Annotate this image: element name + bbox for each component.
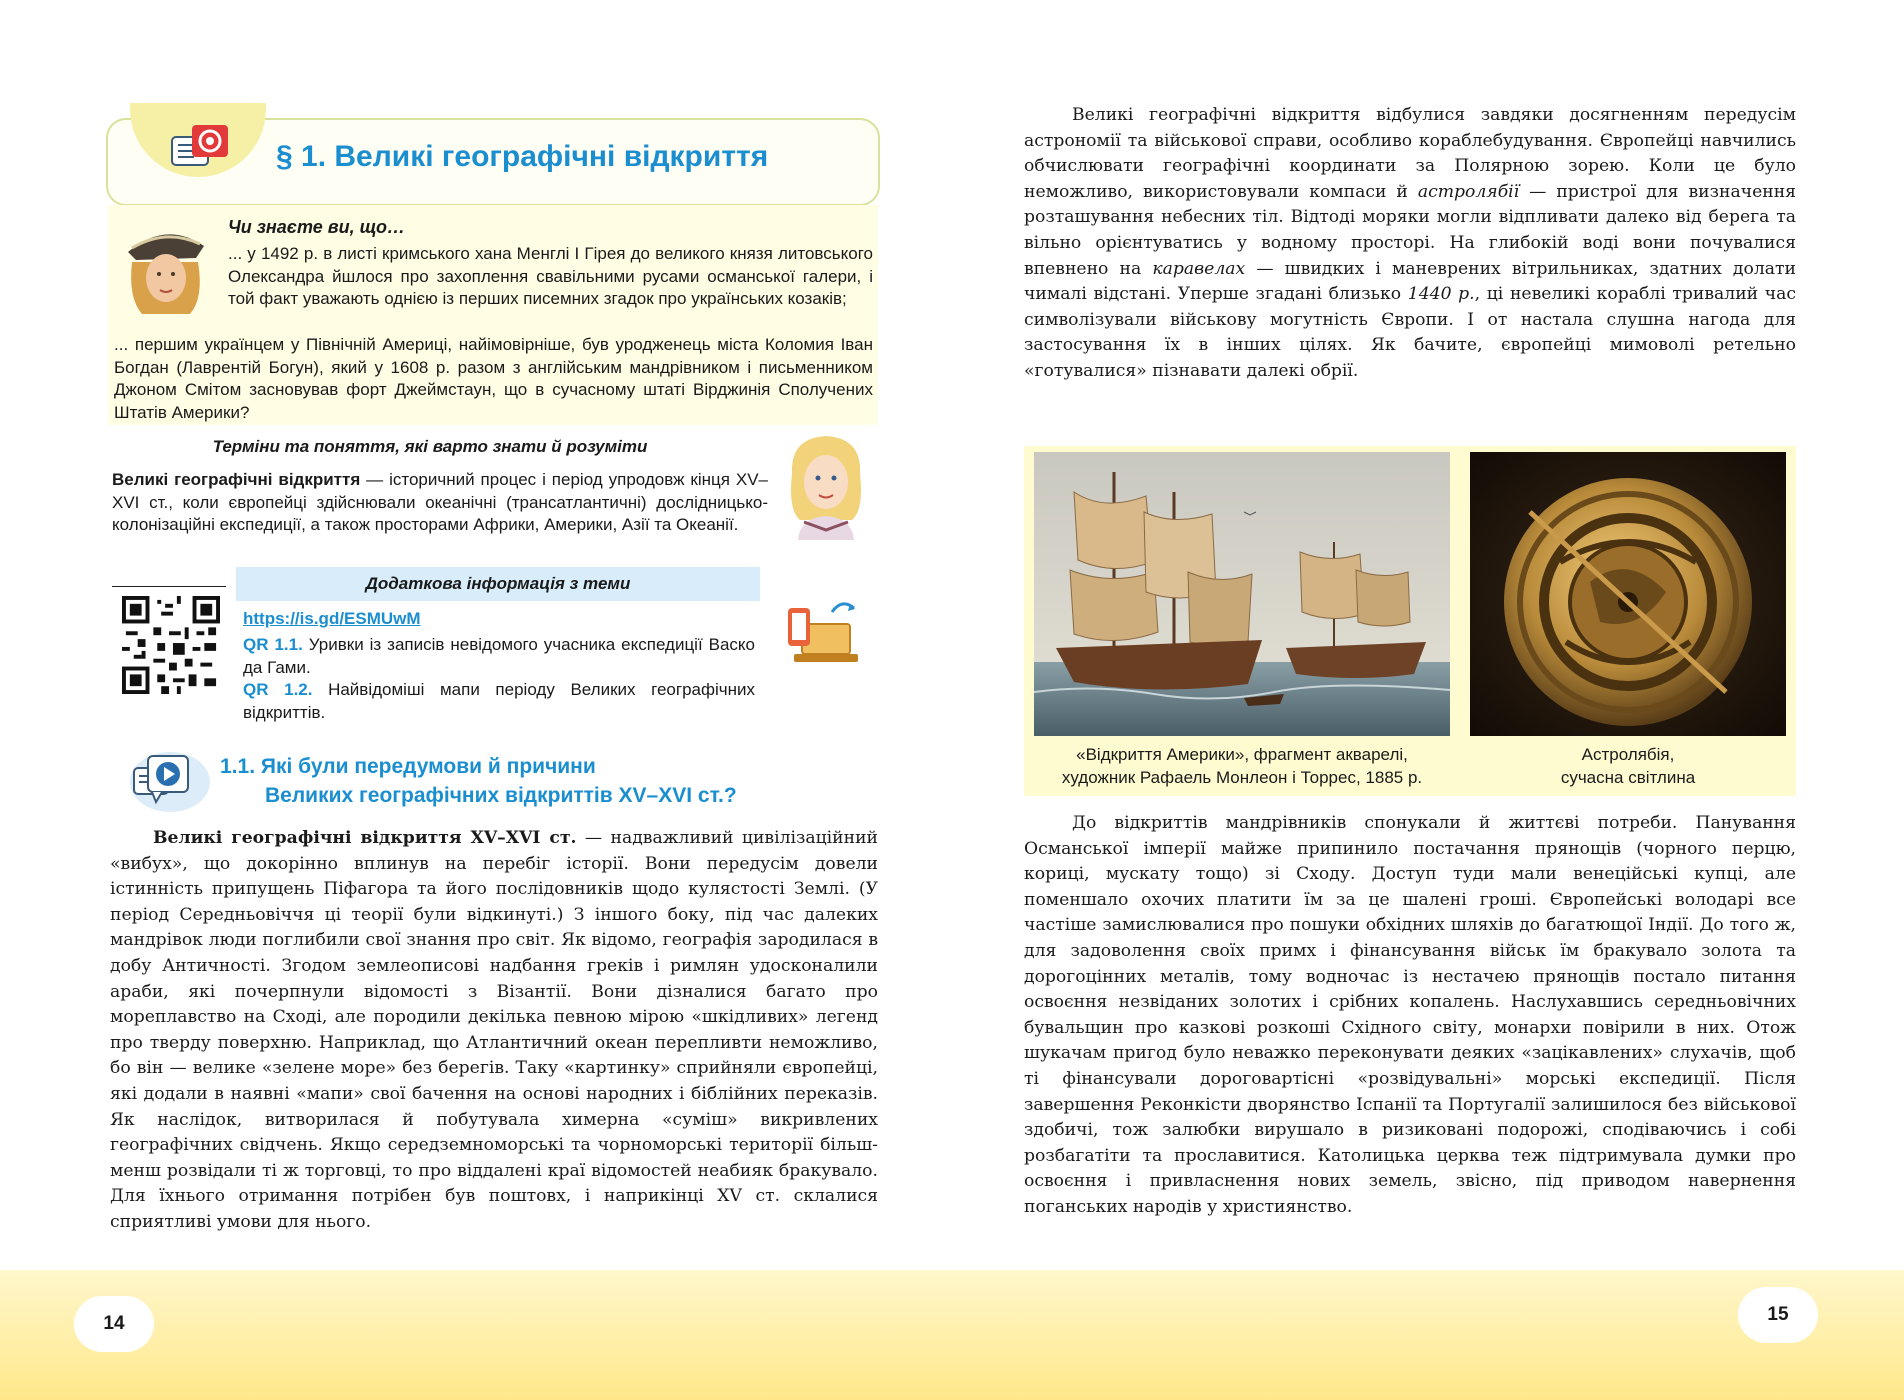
subsection-title-line-1: 1.1. Які були передумови й причини <box>220 755 596 778</box>
right-p1-term-caravel: каравелах <box>1152 258 1246 279</box>
ships-caption-line-2: художник Рафаель Монлеон і Торрес, 1885 р. <box>1061 768 1423 787</box>
qr-1-1-label: QR 1.1. <box>243 635 303 654</box>
right-body-paragraph-1 <box>1024 103 1796 385</box>
term-definition-text: — історичний процес і період упродовж кінця XV–XVI ст., коли європейці здійснювали океанічні (трансатлантичні) дослідницько-колонізаційні експедиції, а також просторами Африки, Америки, Азії та Океанії. <box>112 470 768 534</box>
right-p1-term-astrolabe: астролябії <box>1417 181 1520 202</box>
right-p1-text-a: Великі географічні відкриття відбулися завдяки досягненням передусім астрономії та військової справи, особливо кораблебудування. Європейці навчились обчислювати географічні координати за Полярною зорею. Коли це було неможливо, використовували компаси й <box>1024 105 1796 202</box>
qr-code[interactable] <box>122 596 220 694</box>
section-title: § 1. Великі географічні відкриття <box>276 140 769 173</box>
terms-title: Терміни та поняття, які варто знати й розуміти <box>212 437 648 456</box>
page-number-left: 14 <box>74 1296 154 1352</box>
additional-info-link[interactable]: https://is.gd/ESMUwM <box>243 609 421 628</box>
right-p1-year: 1440 р. <box>1407 284 1475 305</box>
devices-icon <box>784 594 866 670</box>
astrolabe-caption-line-1: Астролябія, <box>1581 745 1675 764</box>
astrolabe-caption <box>1470 743 1786 789</box>
girl-illustration <box>778 430 874 540</box>
left-body-paragraph <box>110 826 878 1236</box>
qr-1-1-text: Уривки із записів невідомого учасника експедиції Васко да Гами. <box>243 635 755 677</box>
right-p1-text-d: , ці невеликі кораблі тривалий час символізували військову могутність Європи. І от настала слушна нагода для застосування їх в інших цілях. Як бачите, європейці мимоволі ретельно «готувалися» пізнавати далекі обрії. <box>1024 284 1797 381</box>
target-chat-icon <box>170 123 232 175</box>
qr-1-2-item <box>243 679 755 724</box>
divider-line <box>112 586 226 587</box>
ships-caption-line-1: «Відкриття Америки», фрагмент акварелі, <box>1076 745 1408 764</box>
ships-painting-image <box>1034 452 1450 736</box>
qr-1-1-item <box>243 634 755 679</box>
right-p1-text-c: — швидких і маневрених вітрильниках, здатних долати чималі відстані. Уперше згадані близько <box>1024 258 1796 305</box>
page-number-right: 15 <box>1738 1287 1818 1343</box>
did-you-know-title: Чи знаєте ви, що… <box>228 217 405 237</box>
additional-info-title: Додаткова інформація з теми <box>365 574 631 593</box>
did-you-know-fact-1: ... у 1492 р. в листі кримського хана Менглі І Гірея до великого князя литовського Олександра йшлося про захоплення свавільними русами османської галери, і той факт уважають однією із перших писемних згадок про українських козаків; <box>228 244 873 308</box>
term-name: Великі географічні відкриття <box>112 470 361 489</box>
bottom-decor-band <box>0 1270 1904 1400</box>
historical-portrait-illustration <box>118 218 214 318</box>
right-body-paragraph-2: До відкриттів мандрівників спонукали й життєві потреби. Панування Османської імперії майже припинило постачання прянощів (чорного перцю, кориці, мускату тощо) зі Сходу. Доступ туди мали венеційські купці, але поменшало охочих платити їм за це шалені гроші. Європейські володарі все частіше замислювалися про пошуки обхідних шляхів до багатющої Індії. До того ж, для задоволення своїх примх і фінансування військ їм бракувало золота та дорогоцінних металів, тому водночас із нестачею прянощів постало питання освоєння незвіданих золотих і срібних копалень. Наслухавшись середньовічних бувальщин про казкові розкоші Східного світу, монархи повірили в них. Отож шукачам пригод було неважко переконувати деяких «зацікавлених» слухачів, щоб ті фінансували дороговартісні «розвідувальні» морські експедиції. Після завершення Реконкісти дворянство Іспанії та Португалії залишилося без військової здобичі, тож залюбки вирушало в ризиковані подорожі, сподіваючись і собі розбагатіти та прославитися. Католицька церква теж підтримувала думки про освоєння і привласнення нових земель, звісно, під приводом навернення поганських народів у християнство. <box>1024 813 1796 1217</box>
video-chat-icon <box>126 746 212 818</box>
subsection-title-line-2: Великих географічних відкриттів XV–XVI ст.? <box>265 784 737 807</box>
astrolabe-caption-line-2: сучасна світлина <box>1560 768 1696 787</box>
ships-caption <box>1034 743 1450 789</box>
terms-definition <box>112 469 768 537</box>
astrolabe-photo-image <box>1470 452 1786 736</box>
right-p1-text-b: — пристрої для визначення розташування небесних тіл. Відтоді моряки могли відпливати далеко від берега та вільно орієнтуватись у водному просторі. На глибокій воді вони почувалися впевнено на <box>1024 181 1796 279</box>
qr-1-2-text: Найвідоміші мапи періоду Великих географічних відкриттів. <box>243 680 755 722</box>
qr-1-2-label: QR 1.2. <box>243 680 313 699</box>
did-you-know-fact-2: ... першим українцем у Північній Америці, найімовірніше, був уродженець міста Коломия Іван Богдан (Лаврентій Богун), який у 1608 р. разом з англійським мандрівником і письменником Джоном Смітом засновував форт Джеймстаун, що в сучасному штаті Вірджинія Сполучених Штатів Америки? <box>114 335 873 422</box>
left-body-text: — надважливий цивілізаційний «вибух», що докорінно вплинув на перебіг історії. Вони передусім довели істинність припущень Піфагора та його послідовників щодо кулястості Землі. (У період Середньовіччя ці теорії були відкинуті.) З іншого боку, під час далеких мандрівок люди поглибили свої знання про світ. Як відомо, географія зародилася в добу Античності. Згодом землеописові надбання греків і римлян удосконалили араби, які почерпнули відомості з Візантії. Вони дізналися багато про мореплавство на Сході, але породили декілька певною мірою «шкідливих» легенд про тверду поверхню. Наприклад, що Атлантичний океан перепливти неможливо, бо він — велике «зелене море» без берегів. Таку «картинку» сприйняли європейці, які додали в наявні «мапи» свої бачення на основі народних і біблійних переказів. Як наслідок, витворилася й побутувала химерна «суміш» викривлених географічних свідчень. Якщо середземноморські та чорноморські території більш-менш розвідали ті ж торговці, то про віддалені краї відомостей неабияк бракувало. Для їхнього отримання потрібен був поштовх, і наприкінці XV ст. склалися сприятливі умови для нього. <box>110 828 878 1232</box>
left-body-lead: Великі географічні відкриття XV–XVI ст. <box>153 828 577 848</box>
